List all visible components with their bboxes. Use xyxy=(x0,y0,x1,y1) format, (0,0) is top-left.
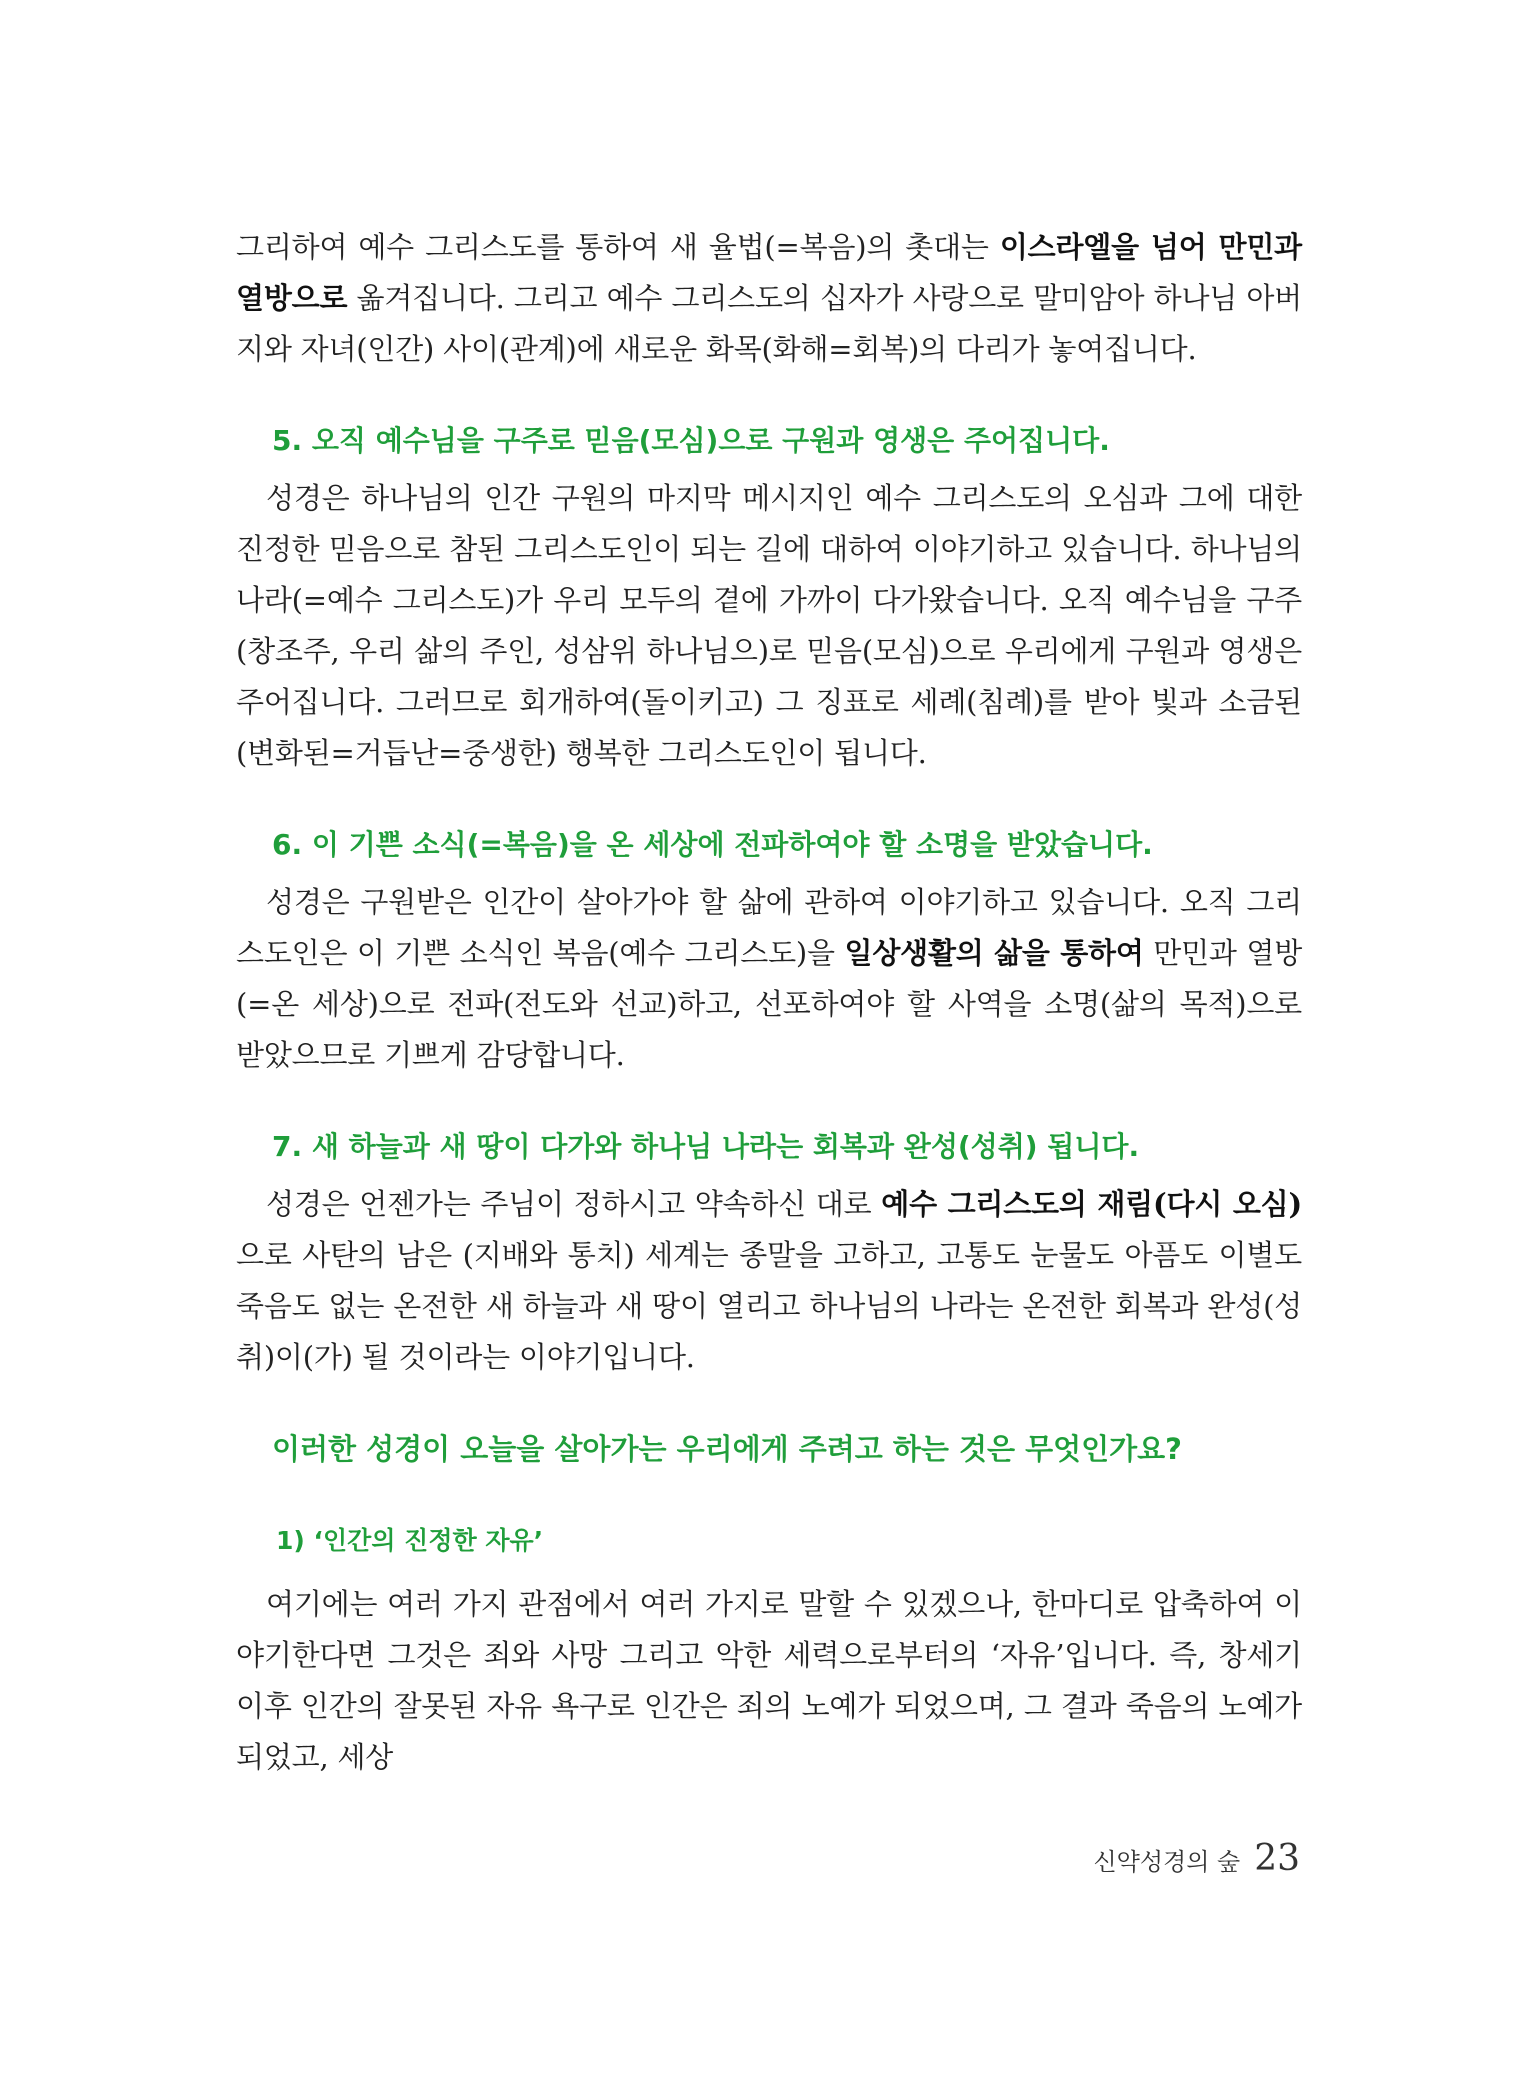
intro-text-end: 옮겨집니다. 그리고 예수 그리스도의 십자가 사랑으로 말미암아 하나님 아버지와 자녀(인간) 사이(관계)에 새로운 화목(화해=회복)의 다리가 놓여집니다. xyxy=(236,281,1302,366)
section-7-heading: 7. 새 하늘과 새 땅이 다가와 하나님 나라는 회복과 완성(성취) 됩니다. xyxy=(272,1130,1140,1163)
page-number: 23 xyxy=(1254,1838,1300,1879)
section-6-text-start: 성경은 구원받은 인간이 살아가야 할 삶에 관하여 이야기하고 있습니다. 오직 그리스도인은 이 기쁜 소식인 복음(예수 그리스도)을 xyxy=(236,885,1302,970)
section-6-paragraph xyxy=(236,877,1302,1081)
page-footer xyxy=(1093,1838,1300,1879)
page-content xyxy=(236,222,1302,1783)
section-6-emphasis: 일상생활의 삶을 통하여 xyxy=(844,936,1144,970)
section-7-paragraph xyxy=(236,1179,1302,1383)
section-7-emphasis: 예수 그리스도의 재림(다시 오심) xyxy=(881,1187,1302,1221)
section-5-paragraph: 성경은 하나님의 인간 구원의 마지막 메시지인 예수 그리스도의 오심과 그에 대한 진정한 믿음으로 참된 그리스도인이 되는 길에 대하여 이야기하고 있습니다. 하나님의 나라(=예수 그리스도)가 우리 모두의 곁에 가까이 다가왔습니다. 오직 예수님을 구주(창조주, 우리 삶의 주인, 성삼위 하나님으)로 믿음(모심)으로 우리에게 구원과 영생은 주어집니다. 그러므로 회개하여(돌이키고) 그 징표로 세례(침례)를 받아 빛과 소금된 (변화된=거듭난=중생한) 행복한 그리스도인이 됩니다. xyxy=(236,481,1302,770)
section-7-text-end: 으로 사탄의 남은 (지배와 통치) 세계는 종말을 고하고, 고통도 눈물도 아픔도 이별도 죽음도 없는 온전한 새 하늘과 새 땅이 열리고 하나님의 나라는 온전한 회복과 완성(성취)이(가) 될 것이라는 이야기입니다. xyxy=(236,1238,1302,1374)
intro-emphasis: 이스라엘을 넘어 만민과 열방으로 xyxy=(236,230,1302,315)
question-heading: 이러한 성경이 오늘을 살아가는 우리에게 주려고 하는 것은 무엇인가요? xyxy=(272,1432,1182,1466)
intro-paragraph xyxy=(236,222,1302,375)
section-6-heading: 6. 이 기쁜 소식(=복음)을 온 세상에 전파하여야 할 소명을 받았습니다. xyxy=(272,828,1153,861)
subsection-1-paragraph: 여기에는 여러 가지 관점에서 여러 가지로 말할 수 있겠으나, 한마디로 압축하여 이야기한다면 그것은 죄와 사망 그리고 악한 세력으로부터의 ‘자유’입니다. 즉, 창세기 이후 인간의 잘못된 자유 욕구로 인간은 죄의 노예가 되었으며, 그 결과 죽음의 노예가 되었고, 세상 xyxy=(236,1587,1302,1774)
section-7-text-start: 성경은 언젠가는 주님이 정하시고 약속하신 대로 xyxy=(266,1187,882,1221)
section-6-text-end: 만민과 열방(=온 세상)으로 전파(전도와 선교)하고, 선포하여야 할 사역을 소명(삶의 목적)으로 받았으므로 기쁘게 감당합니다. xyxy=(236,936,1303,1072)
subsection-1-heading: 1) ‘인간의 진정한 자유’ xyxy=(276,1526,544,1555)
intro-text-start: 그리하여 예수 그리스도를 통하여 새 율법(=복음)의 촛대는 xyxy=(236,230,1000,264)
section-5-heading: 5. 오직 예수님을 구주로 믿음(모심)으로 구원과 영생은 주어집니다. xyxy=(272,424,1110,457)
running-title: 신약성경의 숲 xyxy=(1093,1848,1241,1876)
